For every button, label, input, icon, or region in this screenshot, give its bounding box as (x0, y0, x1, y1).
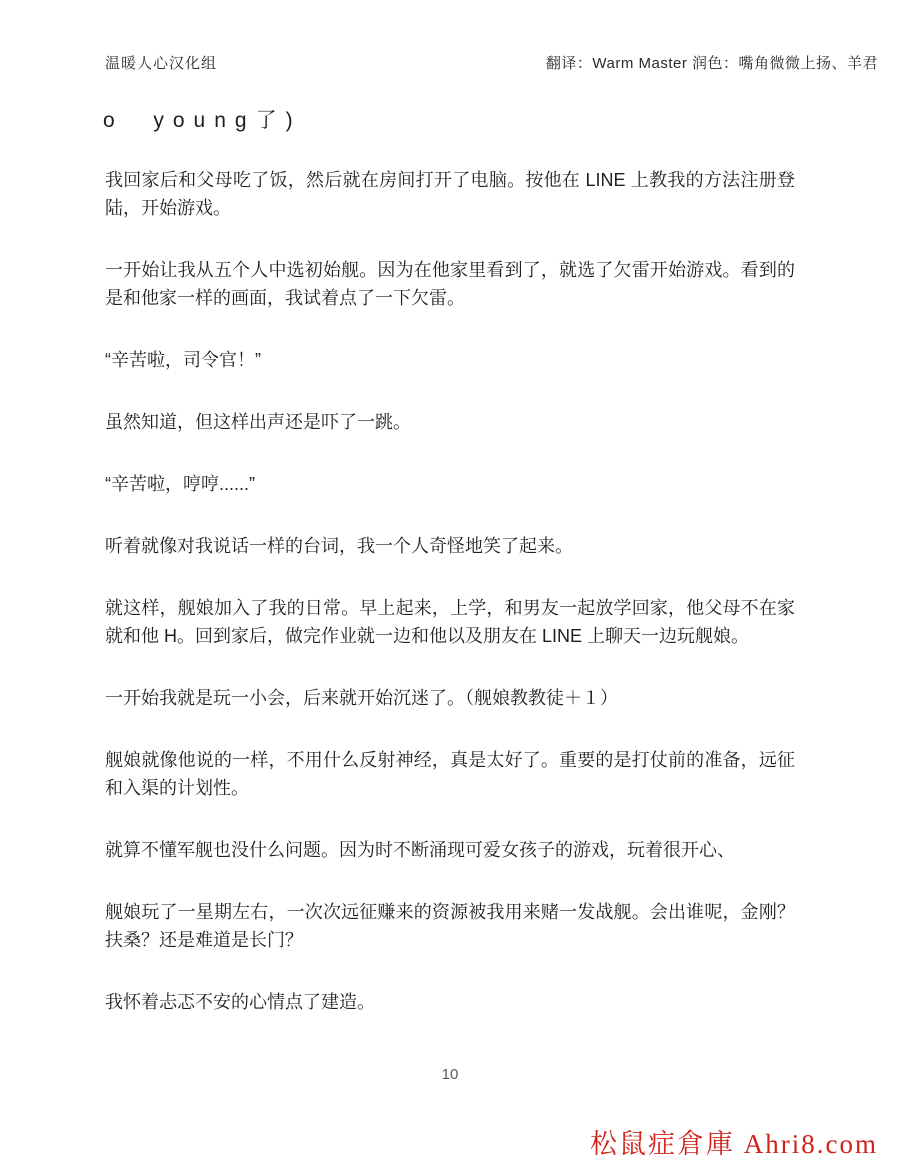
paragraph: 我怀着忐忑不安的心情点了建造。 (105, 992, 375, 1012)
translator-credits: 翻译：Warm Master 润色：嘴角微微上扬、羊君 (545, 55, 878, 72)
dialogue-line: “辛苦啦，哼哼......” (105, 474, 255, 494)
paragraph: 就算不懂军舰也没什么问题。因为时不断涌现可爱女孩子的游戏，玩着很开心、 (105, 840, 735, 860)
body-text (105, 166, 795, 1050)
paragraph: 我回家后和父母吃了饭，然后就在房间打开了电脑。按他在 LINE 上教我的方法注册登陆，开始游戏。 (105, 170, 795, 218)
paragraph: 虽然知道，但这样出声还是吓了一跳。 (105, 412, 411, 432)
translation-group-name: 温暖人心汉化组 (105, 55, 218, 72)
page-header (105, 52, 878, 73)
paragraph: 一开始让我从五个人中选初始舰。因为在他家里看到了，就选了欠雷开始游戏。看到的是和他家一样的画面，我试着点了一下欠雷。 (105, 260, 795, 308)
dialogue-line: “辛苦啦，司令官！” (105, 350, 261, 370)
site-watermark: 松鼠症倉庫 Ahri8.com (590, 1129, 878, 1159)
paragraph: 听着就像对我说话一样的台词，我一个人奇怪地笑了起来。 (105, 536, 573, 556)
paragraph: 一开始我就是玩一小会，后来就开始沉迷了。（舰娘教教徒＋１） (105, 688, 618, 708)
paragraph: 舰娘就像他说的一样，不用什么反射神经，真是太好了。重要的是打仗前的准备，远征和入渠的计划性。 (105, 750, 795, 798)
page-number: 10 (441, 1066, 459, 1083)
paragraph: 舰娘玩了一星期左右，一次次远征赚来的资源被我用来赌一发战舰。会出谁呢，金刚？扶桑？还是难道是长门？ (105, 902, 795, 950)
section-heading: o young了) (103, 109, 302, 132)
paragraph: 就这样，舰娘加入了我的日常。早上起来，上学，和男友一起放学回家，他父母不在家就和他 H。回到家后，做完作业就一边和他以及朋友在 LINE 上聊天一边玩舰娘。 (105, 598, 795, 646)
